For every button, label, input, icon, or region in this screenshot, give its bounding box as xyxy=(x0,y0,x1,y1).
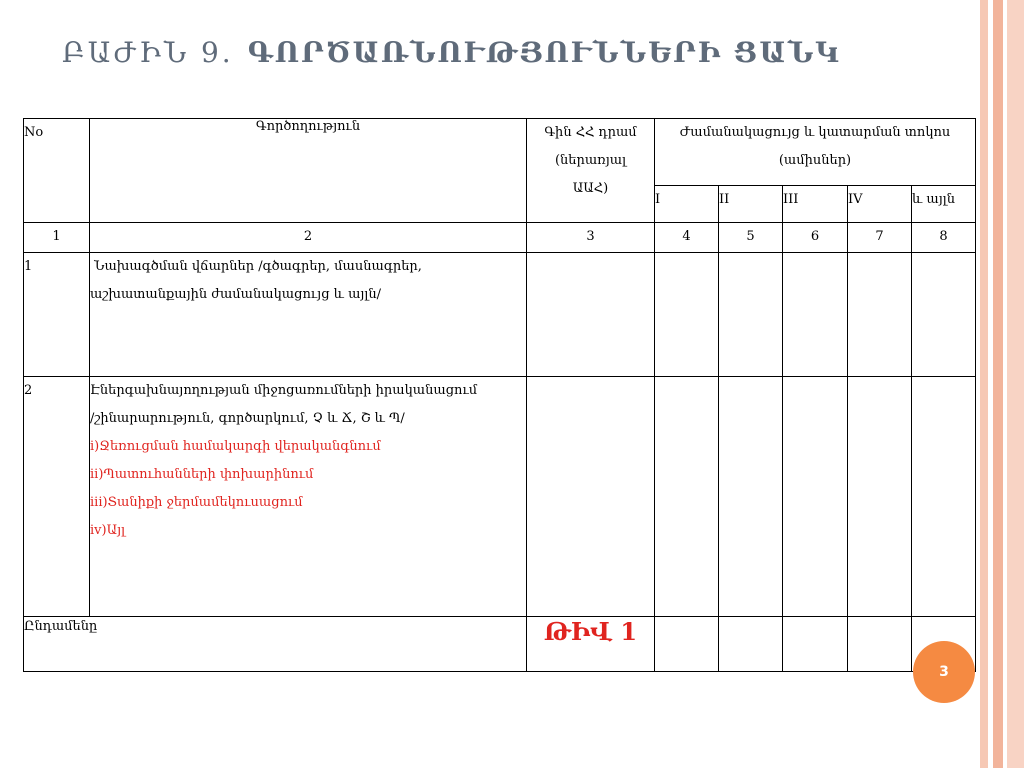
header-row xyxy=(24,119,976,186)
row-number: 1 xyxy=(24,253,90,377)
header-quarter: և այլն xyxy=(912,186,976,223)
row-schedule-cell xyxy=(848,253,912,377)
column-number: 2 xyxy=(90,223,527,253)
header-price: Գին ՀՀ դրամ (ներառյալ ԱԱՀ) xyxy=(527,119,655,223)
row-schedule-cell xyxy=(719,617,783,672)
column-number: 4 xyxy=(655,223,719,253)
row-schedule-cell xyxy=(783,617,848,672)
row-schedule-cell xyxy=(848,617,912,672)
column-number: 7 xyxy=(848,223,912,253)
header-no: No xyxy=(24,119,90,223)
sub-activity: i)Ջեռուցման համակարգի վերականգնում xyxy=(90,439,381,454)
column-number: 1 xyxy=(24,223,90,253)
section-title: ԳՈՐԾԱՌՆՈՒԹՅՈՒՆՆԵՐԻ ՑԱՆԿ xyxy=(247,36,841,69)
row-schedule-cell xyxy=(719,377,783,617)
column-number: 5 xyxy=(719,223,783,253)
decorative-stripe xyxy=(993,0,1003,768)
header-quarter: III xyxy=(783,186,848,223)
row-schedule-cell xyxy=(655,617,719,672)
total-value: ԹԻՎ 1 xyxy=(527,617,655,672)
total-label: Ընդամենը xyxy=(24,617,527,672)
page-title xyxy=(62,36,841,69)
column-number-row xyxy=(24,223,976,253)
page-number-badge: 3 xyxy=(913,641,975,703)
sub-activity: iv)Այլ xyxy=(90,523,126,538)
header-quarter: IV xyxy=(848,186,912,223)
row-schedule-cell xyxy=(912,377,976,617)
row-schedule-cell xyxy=(912,253,976,377)
total-row xyxy=(24,617,976,672)
row-schedule-cell xyxy=(655,377,719,617)
row-activity: Նախագծման վճարներ /գծագրեր, մասնագրեր, աշխատանքային ժամանակացույց և այլն/ xyxy=(90,253,527,377)
table-row xyxy=(24,253,976,377)
column-number: 6 xyxy=(783,223,848,253)
row-schedule-cell xyxy=(848,377,912,617)
section-number: ԲԱԺԻՆ 9. xyxy=(62,36,234,69)
decorative-stripe xyxy=(1007,0,1024,768)
decorative-stripe xyxy=(980,0,988,768)
activities-table xyxy=(23,118,976,672)
header-quarter: II xyxy=(719,186,783,223)
table-row xyxy=(24,377,976,617)
row-price xyxy=(527,377,655,617)
row-schedule-cell xyxy=(655,253,719,377)
row-schedule-cell xyxy=(783,377,848,617)
row-activity: Էներգախնայողության միջոցառումների իրականացում /շինարարություն, գործարկում, Չ և Ճ, Շ և Պ/ i)Ջեռուցման համակարգի վերականգնում ii)Պատուհանների փոխարինում iii)Տանիքի ջերմամեկուսացում iv)Այլ xyxy=(90,377,527,617)
row-number: 2 xyxy=(24,377,90,617)
row-price xyxy=(527,253,655,377)
column-number: 3 xyxy=(527,223,655,253)
sub-activity: ii)Պատուհանների փոխարինում xyxy=(90,467,314,482)
header-schedule: Ժամանակացույց և կատարման տոկոս (ամիսներ) xyxy=(655,119,976,186)
sub-activity: iii)Տանիքի ջերմամեկուսացում xyxy=(90,495,303,510)
row-schedule-cell xyxy=(783,253,848,377)
header-quarter: I xyxy=(655,186,719,223)
row-schedule-cell xyxy=(719,253,783,377)
column-number: 8 xyxy=(912,223,976,253)
header-activity: Գործողություն xyxy=(90,119,527,223)
